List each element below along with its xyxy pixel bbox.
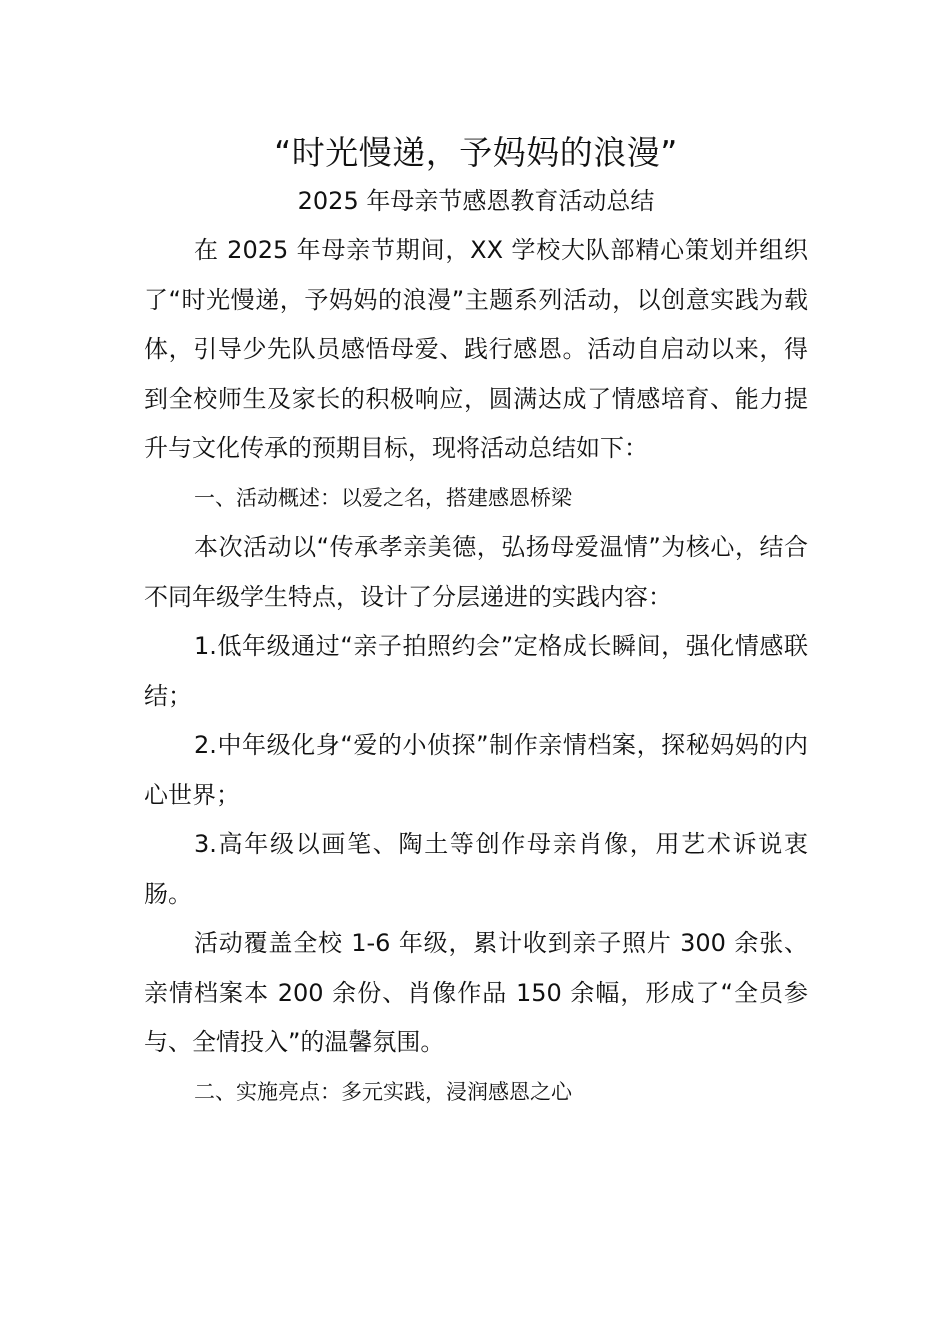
document-subtitle: 2025 年母亲节感恩教育活动总结 xyxy=(297,187,655,215)
list-item-upper-grade: 3.高年级以画笔、陶土等创作母亲肖像，用艺术诉说衷肠。 xyxy=(144,830,808,908)
summary-paragraph: 活动覆盖全校 1-6 年级，累计收到亲子照片 300 余张、亲情档案本 200 余份、肖像作品 150 余幅，形成了“全员参与、全情投入”的温馨氛围。 xyxy=(144,929,808,1056)
section-heading-highlights: 二、实施亮点：多元实践，浸润感恩之心 xyxy=(194,1079,572,1104)
section-heading-overview: 一、活动概述：以爱之名，搭建感恩桥梁 xyxy=(194,485,572,510)
document-title: “时光慢递，予妈妈的浪漫” xyxy=(274,133,678,172)
list-item-lower-grade: 1.低年级通过“亲子拍照约会”定格成长瞬间，强化情感联结； xyxy=(144,632,808,710)
document-body xyxy=(144,126,808,1117)
intro-paragraph: 在 2025 年母亲节期间，XX 学校大队部精心策划并组织了“时光慢递，予妈妈的浪漫”主题系列活动，以创意实践为载体，引导少先队员感悟母爱、践行感恩。活动自启动以来，得到全校师生及家长的积极响应，圆满达成了情感培育、能力提升与文化传承的预期目标，现将活动总结如下： xyxy=(144,236,808,462)
list-item-middle-grade: 2.中年级化身“爱的小侦探”制作亲情档案，探秘妈妈的内心世界； xyxy=(144,731,808,809)
overview-paragraph: 本次活动以“传承孝亲美德，弘扬母爱温情”为核心，结合不同年级学生特点，设计了分层递进的实践内容： xyxy=(144,533,808,611)
